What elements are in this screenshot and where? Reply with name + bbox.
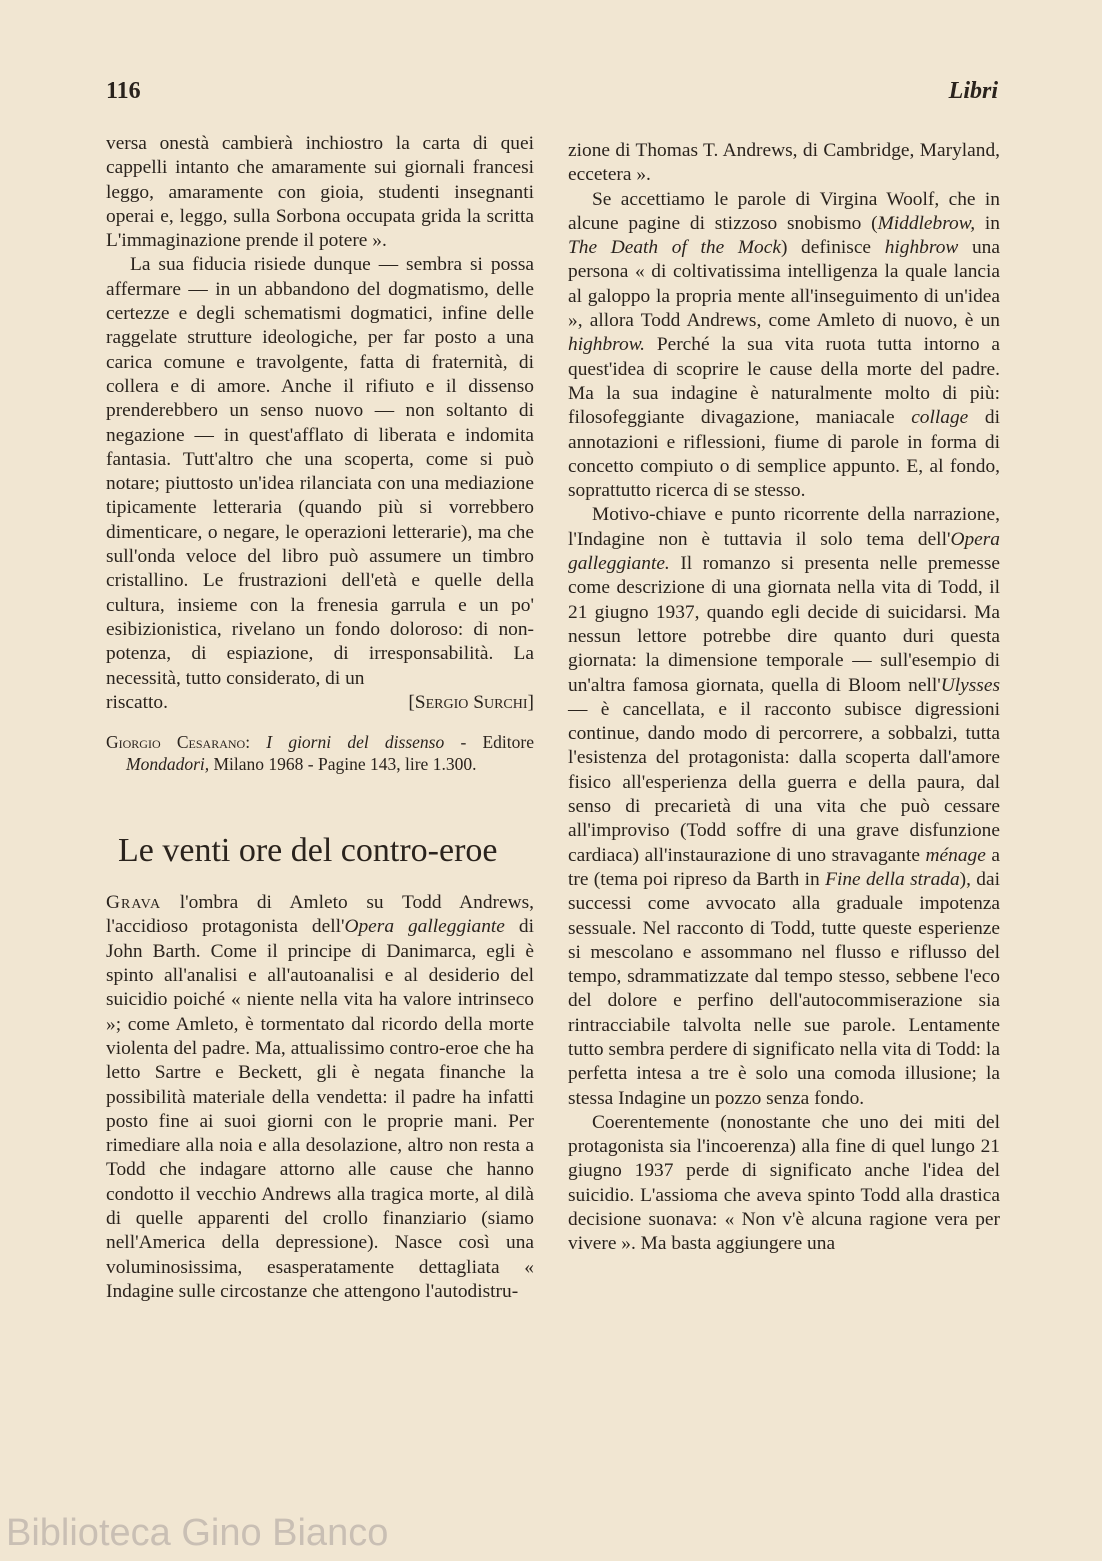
book-title: I giorni del dissenso (266, 732, 445, 753)
article-title: Le venti ore del contro-eroe (118, 832, 498, 870)
paragraph: zione di Thomas T. Andrews, di Cambridge, Maryland, eccetera ». (568, 140, 1000, 186)
paragraph: Se accettiamo le parole di Virgina Woolf, che in alcune pagine di stizzoso snobismo (Middlebrow, in The Death of the Mock) definisce highbrow una persona « di coltivatissima intelligenza la quale lancia al galoppo la propria mente all'inseguimento di un'idea », allora Todd Andrews, come Amleto di nuovo, è un highbrow. Perché la sua vita ruota tutta intorno a quest'idea di scoprire le cause della morte del padre. Ma la sua indagine è naturalmente molto di più: filosofeggiante divagazione, maniacale collage di annotazioni e riflessioni, fiume di parole in forma di concetto compiuto o di semplice appunto. E, al fondo, soprattutto ricerca di se stesso. (568, 188, 1000, 502)
opening-word: Grava (106, 892, 162, 914)
paragraph: Grava l'ombra di Amleto su Todd Andrews, l'accidioso protagonista dell'Opera galleggiante di John Barth. Come il principe di Danimarca, egli è spinto all'analisi e all'autoanalisi e al desiderio del suicidio poiché « niente nella vita ha valore intrinseco »; come Amleto, è tormentato dal ricordo della morte violenta del padre. Ma, attualissimo contro-eroe che ha letto Sartre e Beckett, gli è negata finanche la possibilità materiale della vendetta: il padre ha infatti posto fine ai suoi giorni con le proprie mani. Per rimediare alla noia e alla desolazione, altro non resta a Todd che indagare attorno alle cause che hanno condotto il vecchio Andrews alla tragica morte, al dilà di quelle apparenti del crollo finanziario (siamo nell'America della depressione). Nasce così una voluminosissima, esasperatamente dettagliata « Indagine sulle circostanze che attengono l'autodistru- (106, 892, 534, 1302)
bib-publisher-label: - Editore (460, 732, 535, 753)
paragraph: Coerentemente (nonostante che uno dei miti del protagonista sia l'incoerenza) alla fine di quel lungo 21 giugno 1937 perde di significato anche l'idea del suicidio. L'assioma che aveva spinto Todd alla drastica decisione suonava: « Non v'è alcuna ragione vera per vivere ». Ma basta aggiungere una (568, 1111, 1000, 1255)
page-number: 116 (106, 78, 141, 104)
right-column (568, 139, 1000, 1257)
watermark: Biblioteca Gino Bianco (6, 1512, 389, 1554)
page-header (106, 78, 998, 112)
paragraph: versa onestà cambierà inchiostro la carta di quei cappelli intanto che amaramente sui giornali francesi leggo, amaramente con gioia, studenti insegnanti operai e, leggo, sulla Sorbona occupata grida la scritta L'immaginazione prende il potere ». (106, 133, 534, 252)
bib-publisher: Mondadori, (126, 754, 210, 775)
paragraph-end: riscatto. (106, 691, 168, 713)
author-signature: [Sergio Surchi] (408, 691, 534, 713)
signature-line (106, 691, 534, 715)
book-title-ref: Opera galleggiante (344, 916, 505, 938)
bibliographic-note (106, 731, 534, 775)
section-title: Libri (948, 78, 998, 104)
left-column (106, 132, 534, 1304)
paragraph: Motivo-chiave e punto ricorrente della narrazione, l'Indagine non è tuttavia il solo tema dell'Opera galleggiante. Il romanzo si presenta nelle premesse come descrizione di una giornata nella vita di Todd, il 21 giugno 1937, quando egli decide di suicidarsi. Ma nessun lettore potrebbe dire quanto duri questa giornata: la dimensione temporale — sull'esempio di un'altra famosa giornata, quella di Bloom nell'Ulysses — è cancellata, e il racconto subisce digressioni continue, dando modo di percorrere, a sobbalzi, tutta l'esistenza del protagonista: dalla scoperta dall'amore fisico all'esperienza della guerra e della paura, dal senso di precarietà di una vita che può cessare all'improviso (Todd soffre di una grave disfunzione cardiaca) all'instaurazione di uno stravagante ménage a tre (tema poi ripreso da Barth in Fine della strada), dai successi come avvocato alla graduale impotenza sessuale. Nel racconto di Todd, tutte queste esperienze si mescolano e assommano nel flusso e riflusso del tempo, sdrammatizzate dal tempo stesso, sebbene l'eco del dolore e perfino dell'autocommiserazione sia rintracciabile talvolta nelle sue parole. Lentamente tutto sembra perdere di significato nella vita di Todd: la perfetta intesa a tre è solo una comoda illusione; la stessa Indagine un pozzo senza fondo. (568, 504, 1000, 1109)
bib-details: Milano 1968 - Pagine 143, lire 1.300. (213, 754, 477, 775)
paragraph: La sua fiducia risiede dunque — sembra si possa affermare — in un abbandono del dogmatismo, delle certezze e degli schematismi dogmatici, infine delle raggelate strutture ideologiche, per far posto a una carica comune e travolgente, fatta di fraternità, di collera e di amore. Anche il rifiuto e il dissenso prenderebbero un senso nuovo — non soltanto di negazione — in quest'afflato di liberata e indomita fantasia. Tutt'altro che una scoperta, come si può notare; piuttosto un'idea rilanciata con una mediazione tipicamente letteraria (quando più si vorrebbero dimenticare, o negare, le operazioni letterarie), ma che sull'onda veloce del libro può assumere un timbro cristallino. Le frustrazioni dell'età e quelle della cultura, insieme con la frenesia garrula e un po' esibizionistica, rivelano un fondo doloroso: di non-potenza, di espiazione, di irresponsabilità. La necessità, tutto considerato, di un (106, 254, 534, 689)
book-author: Giorgio Cesarano: (106, 732, 251, 753)
